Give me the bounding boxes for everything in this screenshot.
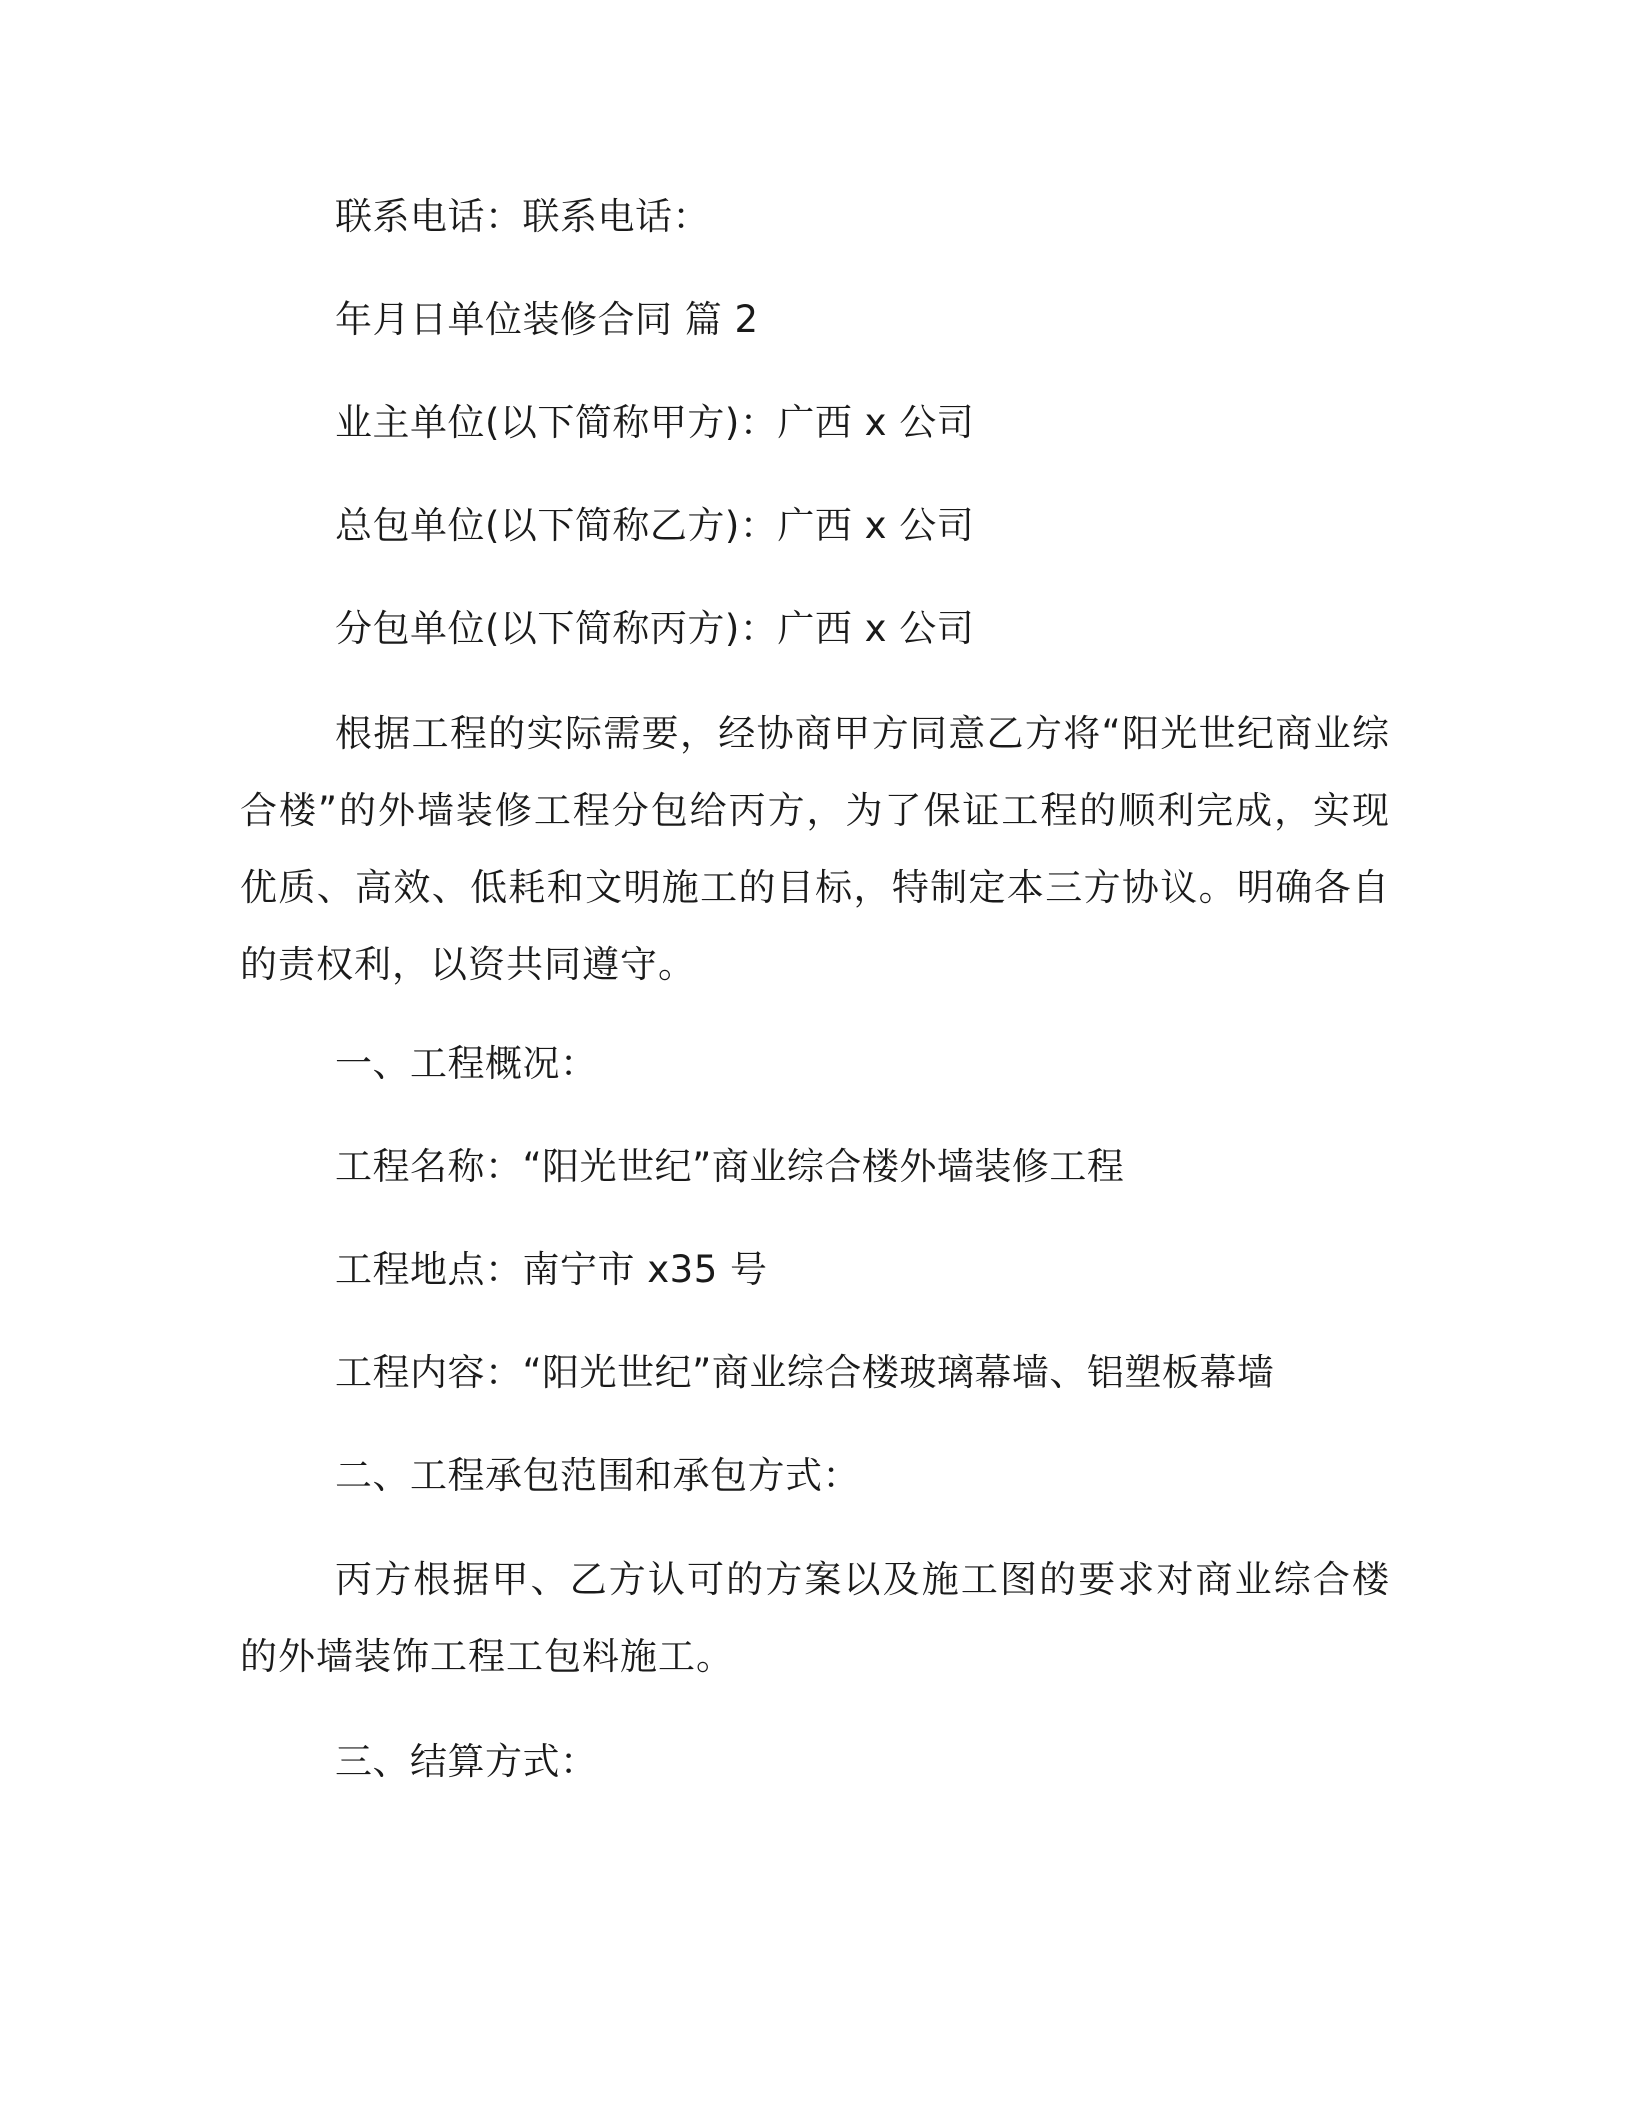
party-b-line: 总包单位(以下简称乙方)：广西 x 公司	[335, 504, 975, 547]
party-c-line: 分包单位(以下简称丙方)：广西 x 公司	[335, 607, 975, 650]
heading-contract-scope: 二、工程承包范围和承包方式：	[335, 1454, 860, 1497]
section-title: 年月日单位装修合同 篇 2	[335, 298, 759, 341]
contact-line: 联系电话：联系电话：	[335, 195, 710, 238]
heading-settlement: 三、结算方式：	[335, 1740, 598, 1783]
intro-paragraph: 根据工程的实际需要，经协商甲方同意乙方将“阳光世纪商业综合楼”的外墙装修工程分包给丙方，为了保证工程的顺利完成，实现优质、高效、低耗和文明施工的目标，特制定本三方协议。明确各自的责权利，以资共同遵守。	[240, 712, 1390, 986]
scope-paragraph: 丙方根据甲、乙方认可的方案以及施工图的要求对商业综合楼的外墙装饰工程工包料施工。	[240, 1558, 1390, 1678]
heading-project-overview: 一、工程概况：	[335, 1042, 598, 1085]
project-content-line: 工程内容：“阳光世纪”商业综合楼玻璃幕墙、铝塑板幕墙	[335, 1351, 1275, 1394]
party-a-line: 业主单位(以下简称甲方)：广西 x 公司	[335, 401, 975, 444]
project-name-line: 工程名称：“阳光世纪”商业综合楼外墙装修工程	[335, 1145, 1125, 1188]
project-location-line: 工程地点：南宁市 x35 号	[335, 1248, 768, 1291]
